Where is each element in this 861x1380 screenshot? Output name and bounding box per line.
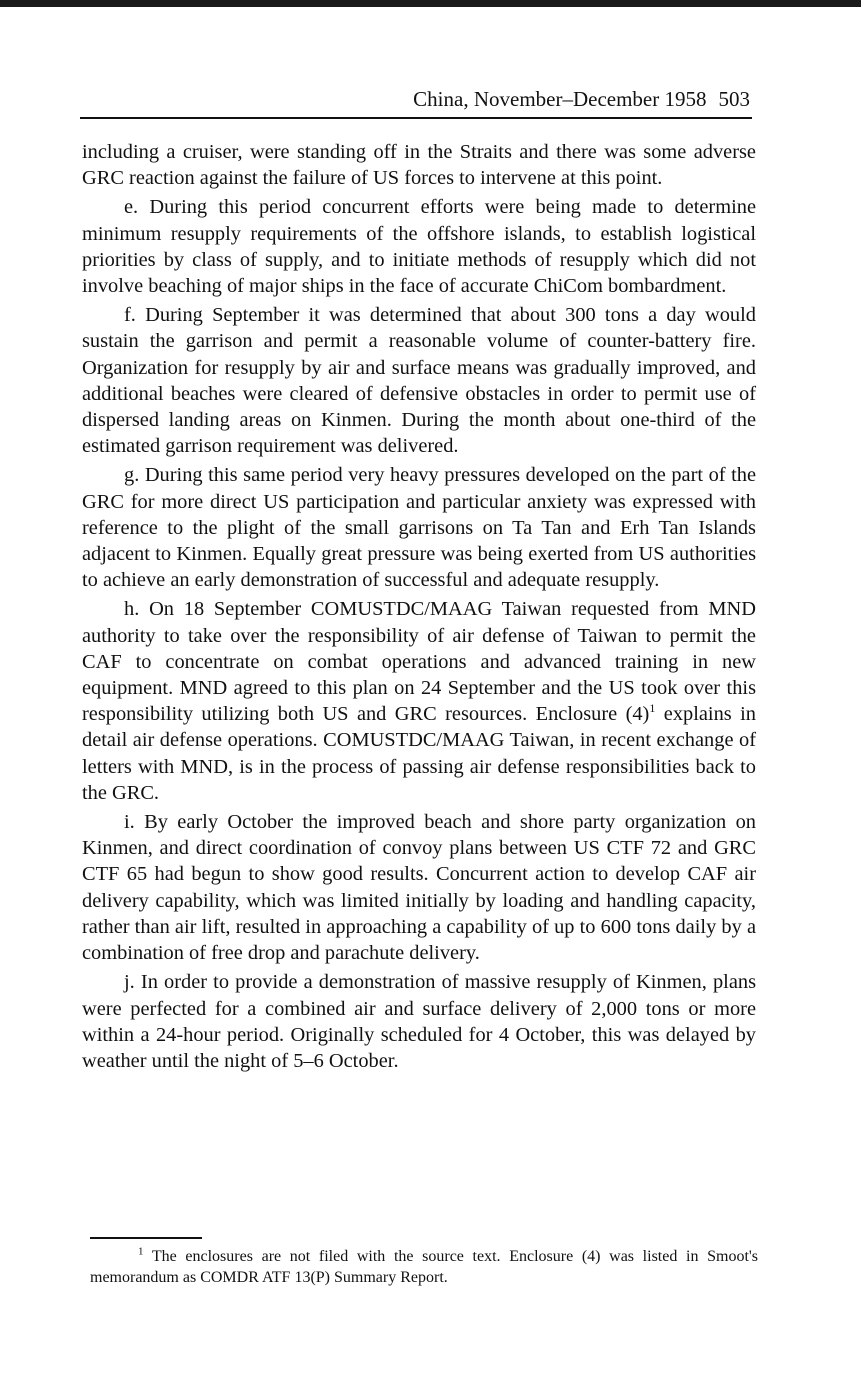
paragraph-h-part1: h. On 18 September COMUSTDC/MAAG Taiwan requested from MND authority to take over the responsibility of air defense of Taiwan to permit the CAF to concentrate on combat operations and advanced training in new equipment. MND agreed to this plan on 24 September and the US took over this responsibility utilizing both US and GRC resources. Enclosure (4): [82, 598, 756, 726]
body-text: [82, 139, 756, 1077]
paragraph-h-part2: explains in detail air defense operations. COMUSTDC/MAAG Taiwan, in recent exchange of letters with MND, is in the process of passing air defense responsibilities back to the GRC.: [82, 703, 756, 804]
paragraph-h: [82, 596, 756, 806]
footnote-marker: 1: [138, 1245, 144, 1258]
scan-border: [0, 0, 861, 7]
paragraph-j: j. In order to provide a demonstration of massive resupply of Kinmen, plans were perfected for a combined air and surface delivery of 2,000 tons or more within a 24-hour period. Originally scheduled for 4 October, this was delayed by weather until the night of 5–6 October.: [82, 971, 756, 1072]
paragraph-g: g. During this same period very heavy pressures developed on the part of the GRC for more direct US participation and particular anxiety was expressed with reference to the plight of the small garrisons on Ta Tan and Erh Tan Islands adjacent to Kinmen. Equally great pressure was being exerted from US authorities to achieve an early demonstration of successful and adequate resupply.: [82, 464, 756, 592]
paragraph-e: e. During this period concurrent efforts were being made to determine minimum resupply requirements of the offshore islands, to establish logistical priorities by class of supply, and to initiate methods of resupply which did not involve beaching of major ships in the face of accurate ChiCom bombardment.: [82, 196, 756, 298]
footnote-text: The enclosures are not filed with the source text. Enclosure (4) was listed in Smoot's memorandum as COMDR ATF 13(P) Summary Report.: [90, 1248, 759, 1286]
paragraph-continued: including a cruiser, were standing off in the Straits and there was some adverse GRC reaction against the failure of US forces to intervene at this point.: [82, 141, 756, 190]
page-number: 503: [718, 87, 750, 111]
running-header: [80, 82, 750, 116]
running-title: China, November–December 1958: [413, 87, 707, 111]
footnote-reference: 1: [649, 701, 656, 716]
footnote: [90, 1246, 758, 1288]
footnote-rule: [90, 1237, 202, 1239]
paragraph-i: i. By early October the improved beach and shore party organization on Kinmen, and direct coordination of convoy plans between US CTF 72 and GRC CTF 65 had begun to show good results. Concurrent action to develop CAF air delivery capability, which was limited initially by loading and handling capacity, rather than air lift, resulted in approaching a capability of up to 600 tons daily by a combination of free drop and parachute delivery.: [82, 811, 756, 965]
header-rule: [80, 117, 752, 119]
paragraph-f: f. During September it was determined that about 300 tons a day would sustain the garrison and permit a reasonable volume of counter-battery fire. Organization for resupply by air and surface means was gradually improved, and additional beaches were cleared of defensive obstacles in order to permit use of dispersed landing areas on Kinmen. During the month about one-third of the estimated garrison requirement was delivered.: [82, 304, 756, 458]
